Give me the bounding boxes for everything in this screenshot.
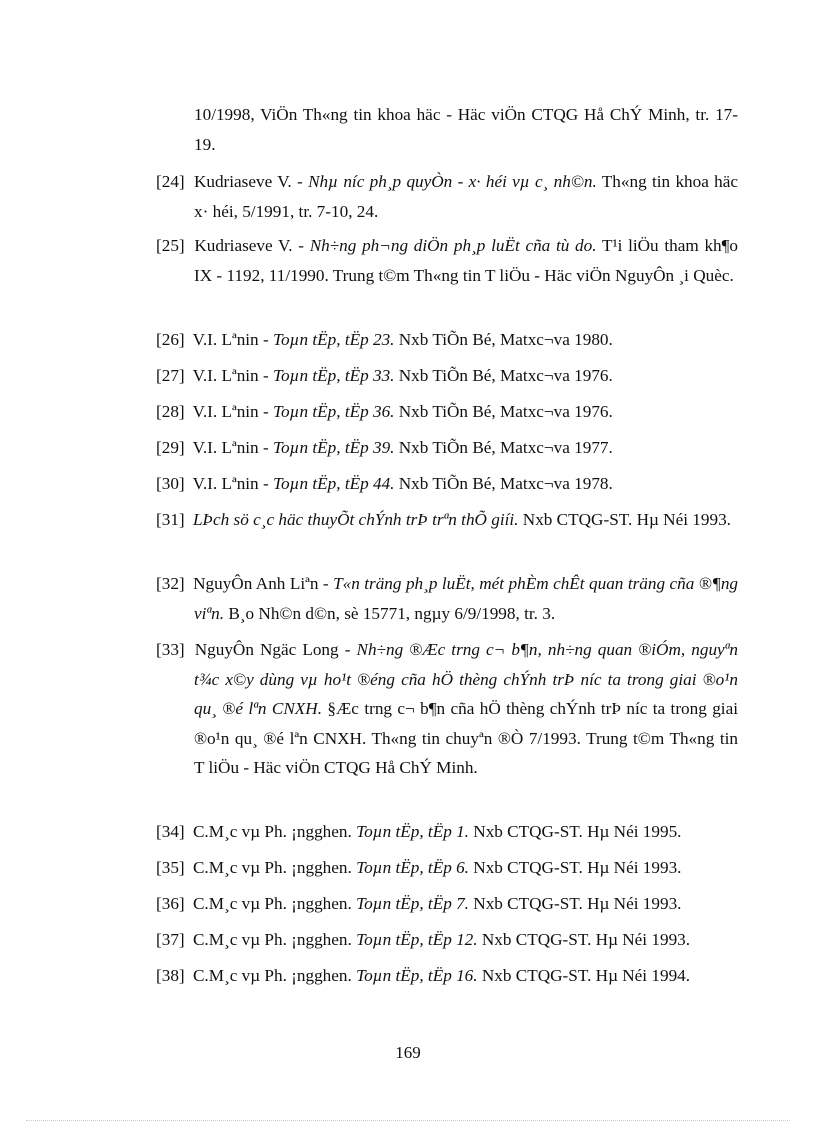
reference-33	[156, 635, 738, 783]
reference-author: C.M¸c vµ Ph. ¡ngghen.	[192, 822, 357, 841]
reference-number: [32]	[156, 574, 185, 593]
reference-25	[156, 231, 738, 290]
reference-author: V.I. Lªnin -	[192, 474, 273, 493]
reference-title: Toµn tËp, tËp 7.	[356, 894, 469, 913]
reference-number: [28]	[156, 402, 185, 421]
reference-source: B¸o Nh©n d©n, sè 15771, ngµy 6/9/1998, tr. 3.	[224, 603, 556, 623]
reference-title: Toµn tËp, tËp 1.	[356, 822, 469, 841]
reference-title: Toµn tËp, tËp 6.	[356, 858, 469, 877]
reference-title: Toµn tËp, tËp 16.	[356, 966, 478, 985]
reference-29	[156, 433, 738, 463]
reference-title: Toµn tËp, tËp 12.	[356, 930, 478, 949]
reference-author: V.I. Lªnin -	[192, 402, 273, 421]
reference-number: [29]	[156, 438, 185, 457]
reference-title: Nhµ níc ph¸p quyÒn - x· héi vµ c¸ nh©n.	[308, 172, 597, 191]
reference-author: V.I. Lªnin -	[192, 366, 273, 385]
reference-source: T¹i liÖu tham kh¶o IX - 1192, 11/1990. Trung t©m Th«ng tin T liÖu - Häc viÖn NguyÔn ¸i Quèc.	[194, 236, 739, 285]
reference-author: C.M¸c vµ Ph. ¡ngghen.	[192, 930, 357, 949]
reference-38	[156, 961, 738, 991]
reference-number: [38]	[156, 966, 185, 985]
reference-author: C.M¸c vµ Ph. ¡ngghen.	[192, 858, 357, 877]
reference-author: C.M¸c vµ Ph. ¡ngghen.	[192, 894, 357, 913]
reference-title: Toµn tËp, tËp 39.	[272, 438, 395, 457]
reference-24	[156, 167, 738, 226]
reference-title: Toµn tËp, tËp 33.	[272, 366, 395, 385]
reference-author: Kudriaseve V. -	[194, 236, 310, 255]
reference-31	[156, 505, 738, 535]
reference-author: V.I. Lªnin -	[192, 330, 273, 349]
reference-title: LÞch sö c¸c häc thuyÕt chÝnh trÞ trªn thÕ giíi.	[192, 510, 519, 529]
reference-source: Nxb TiÕn Bé, Matxc¬va 1976.	[394, 402, 613, 421]
reference-32	[156, 569, 738, 628]
reference-source: Nxb TiÕn Bé, Matxc¬va 1978.	[394, 474, 613, 493]
reference-title: Nh÷ng ph¬ng diÖn ph¸p luËt cña tù do.	[309, 236, 597, 255]
reference-36	[156, 889, 738, 919]
reference-source: Nxb TiÕn Bé, Matxc¬va 1980.	[394, 330, 613, 349]
reference-author: Kudriaseve V. -	[193, 172, 309, 191]
reference-34	[156, 817, 738, 847]
reference-source: Nxb CTQG-ST. Hµ Néi 1993.	[518, 510, 731, 529]
reference-source: Th«ng tin khoa häc x· héi, 5/1991, tr. 7-10, 24.	[194, 172, 739, 221]
reference-number: [26]	[156, 330, 185, 349]
reference-26	[156, 325, 738, 355]
reference-28	[156, 397, 738, 427]
reference-title: T«n träng ph¸p luËt, mét phÈm chÊt quan träng cña ®¶ng viªn.	[194, 574, 739, 623]
reference-title: Toµn tËp, tËp 36.	[272, 402, 395, 421]
reference-30	[156, 469, 738, 499]
reference-source: Nxb CTQG-ST. Hµ Néi 1993.	[468, 858, 682, 877]
reference-continuation: 10/1998, ViÖn Th«ng tin khoa häc - Häc viÖn CTQG Hå ChÝ Minh, tr. 17-19.	[194, 105, 738, 154]
reference-number: [27]	[156, 366, 185, 385]
reference-37	[156, 925, 738, 955]
reference-title: Toµn tËp, tËp 44.	[272, 474, 395, 493]
reference-author: C.M¸c vµ Ph. ¡ngghen.	[192, 966, 357, 985]
reference-source: Nxb CTQG-ST. Hµ Néi 1995.	[468, 822, 682, 841]
reference-number: [30]	[156, 474, 185, 493]
reference-35	[156, 853, 738, 883]
reference-source: §Æc trng c¬ b¶n cña hÖ thèng chÝnh trÞ níc ta trong giai ®o¹n qu¸ ®é lªn CNXH. Th«ng tin chuyªn ®Ò 7/1993. Trung t©m Th«ng tin T liÖu - Häc viÖn CTQG Hå ChÝ Minh.	[194, 699, 738, 777]
reference-source: Nxb TiÕn Bé, Matxc¬va 1976.	[394, 366, 613, 385]
reference-number: [36]	[156, 894, 185, 913]
reference-title: Nh÷ng ®Æc trng c¬ b¶n, nh÷ng quan ®iÓm, nguyªn t¾c x©y dùng vµ ho¹t ®éng cña hÖ thèng chÝnh trÞ níc ta trong giai ®o¹n qu¸ ®é lªn CNXH.	[194, 640, 738, 718]
reference-author: V.I. Lªnin -	[192, 438, 273, 457]
reference-27	[156, 361, 738, 391]
reference-source: Nxb TiÕn Bé, Matxc¬va 1977.	[394, 438, 613, 457]
reference-number: [34]	[156, 822, 185, 841]
page-number: 169	[395, 1043, 421, 1062]
footer-divider	[26, 1120, 790, 1121]
reference-source: Nxb CTQG-ST. Hµ Néi 1993.	[477, 930, 691, 949]
reference-number: [31]	[156, 510, 185, 529]
reference-number: [37]	[156, 930, 185, 949]
reference-author: NguyÔn Anh Liªn -	[193, 574, 334, 593]
reference-number: [25]	[156, 236, 185, 255]
reference-number: [35]	[156, 858, 185, 877]
reference-title: Toµn tËp, tËp 23.	[272, 330, 395, 349]
reference-source: Nxb CTQG-ST. Hµ Néi 1993.	[468, 894, 682, 913]
reference-author: NguyÔn Ngäc Long -	[194, 640, 357, 659]
reference-number: [33]	[156, 640, 185, 659]
reference-number: [24]	[156, 172, 185, 191]
reference-source: Nxb CTQG-ST. Hµ Néi 1994.	[477, 966, 691, 985]
